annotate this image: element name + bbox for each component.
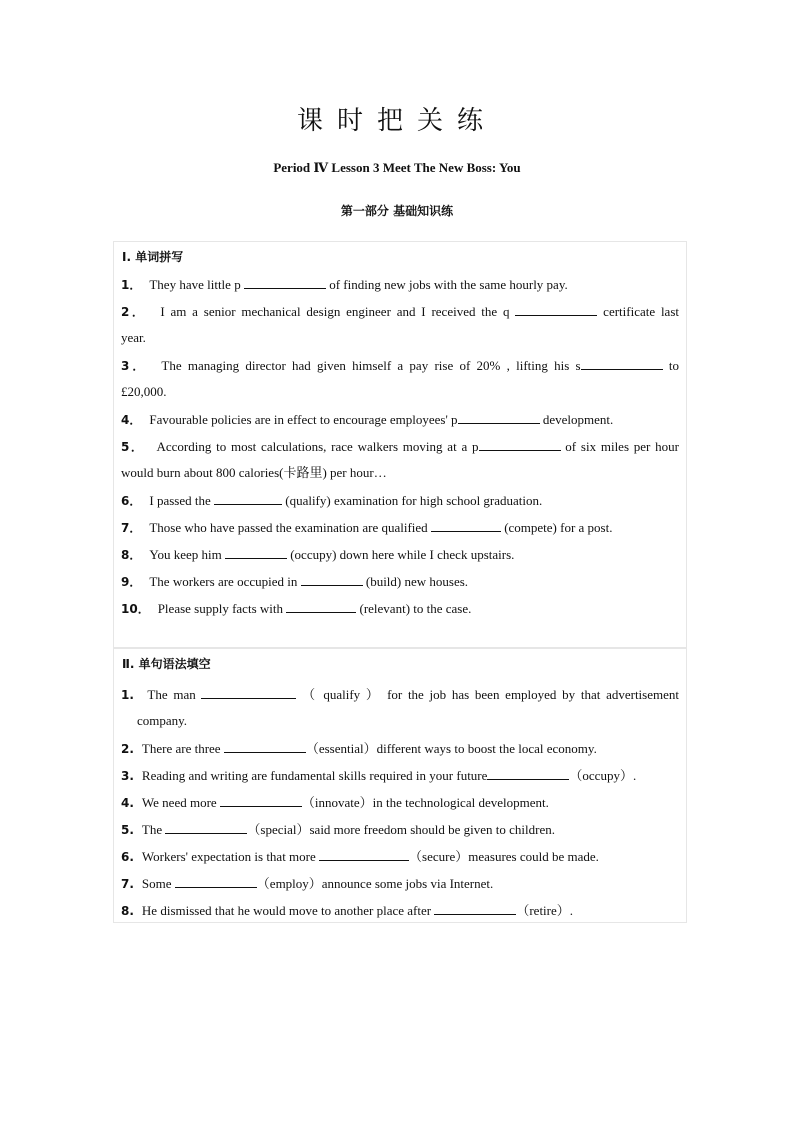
- exercise-item: [121, 874, 679, 892]
- exercise-item: [121, 739, 679, 757]
- answer-blank[interactable]: [224, 739, 306, 753]
- item-text-before: There are three: [141, 741, 221, 756]
- section-word-spelling: [113, 241, 687, 648]
- item-text-before: He dismissed that he would move to another place after: [141, 903, 432, 918]
- item-text-after: certificate last: [603, 304, 680, 319]
- answer-blank[interactable]: [515, 302, 597, 316]
- exercise-item: [121, 793, 679, 811]
- item-number: 6.: [121, 850, 134, 864]
- item-text-after: （secure）measures could be made.: [409, 849, 599, 864]
- answer-blank[interactable]: [434, 901, 516, 915]
- item-continuation: £20,000.: [121, 384, 167, 399]
- item-text-after: development.: [542, 412, 614, 427]
- answer-blank[interactable]: [458, 410, 540, 424]
- item-number: 8.: [121, 904, 134, 918]
- item-number: 2.: [121, 742, 134, 756]
- exercise-item: [121, 820, 679, 838]
- answer-blank[interactable]: [319, 847, 409, 861]
- item-text-before: Reading and writing are fundamental skills required in your future: [141, 768, 488, 783]
- answer-blank[interactable]: [244, 275, 326, 289]
- item-text-after: (qualify) examination for high school graduation.: [285, 493, 543, 508]
- item-text-before: Please supply facts with: [157, 601, 283, 616]
- exercise-item: [121, 847, 679, 865]
- item-text-after: （innovate）in the technological development.: [301, 795, 549, 810]
- item-text-after: （special）said more freedom should be given to children.: [247, 822, 555, 837]
- answer-blank[interactable]: [165, 820, 247, 834]
- answer-blank[interactable]: [201, 685, 296, 699]
- item-text-after: (compete) for a post.: [504, 520, 613, 535]
- item-text-before: The man: [147, 687, 196, 702]
- item-number: 7．: [121, 521, 142, 535]
- item-text-after: （retire）.: [516, 903, 574, 918]
- item-text-before: The managing director had given himself a pay rise of 20% , lifting his s: [161, 358, 581, 373]
- item-number: 10．: [121, 602, 150, 616]
- item-text-after: （occupy）.: [569, 768, 637, 783]
- exercise-item: [121, 518, 679, 536]
- section-heading: Ⅰ. 单词拼写: [122, 250, 184, 264]
- item-text-before: Some: [141, 876, 172, 891]
- item-text-after: of six miles per hour: [565, 439, 679, 454]
- exercise-item: [121, 599, 679, 617]
- item-text-before: I passed the: [149, 493, 211, 508]
- item-text-after: of finding new jobs with the same hourly pay.: [329, 277, 568, 292]
- exercise-item: [121, 491, 679, 509]
- item-number: 3．: [121, 359, 148, 373]
- item-number: 8．: [121, 548, 142, 562]
- item-text-before: Workers' expectation is that more: [141, 849, 316, 864]
- exercise-item: [121, 545, 679, 563]
- exercise-item: [121, 901, 679, 919]
- item-text-after: (relevant) to the case.: [359, 601, 472, 616]
- item-continuation: would burn about 800 calories(卡路里) per hour…: [121, 465, 387, 480]
- item-continuation: year.: [121, 330, 146, 345]
- answer-blank[interactable]: [175, 874, 257, 888]
- answer-blank[interactable]: [286, 599, 356, 613]
- exercise-item: [121, 766, 679, 784]
- answer-blank[interactable]: [301, 572, 363, 586]
- answer-blank[interactable]: [225, 545, 287, 559]
- item-text-before: Favourable policies are in effect to encourage employees' p: [149, 412, 458, 427]
- item-text-before: I am a senior mechanical design engineer and I received the q: [160, 304, 510, 319]
- lesson-subtitle: Period Ⅳ Lesson 3 Meet The New Boss: You: [273, 160, 521, 175]
- item-text-after: (build) new houses.: [365, 574, 469, 589]
- answer-blank[interactable]: [487, 766, 569, 780]
- item-number: 7.: [121, 877, 134, 891]
- answer-blank[interactable]: [214, 491, 282, 505]
- item-number: 5.: [121, 823, 134, 837]
- section-heading: Ⅱ. 单句语法填空: [122, 657, 211, 671]
- item-text-before: They have little p: [149, 277, 241, 292]
- item-text-before: The workers are occupied in: [149, 574, 298, 589]
- page-title: 课时把关练: [296, 106, 497, 136]
- item-text-before: We need more: [141, 795, 217, 810]
- item-number: 4．: [121, 413, 142, 427]
- item-number: 1．: [121, 278, 142, 292]
- answer-blank[interactable]: [431, 518, 501, 532]
- exercise-item: [121, 685, 679, 703]
- item-number: 5．: [121, 440, 145, 454]
- item-text-before: According to most calculations, race walkers moving at a p: [156, 439, 479, 454]
- item-text-before: Those who have passed the examination are qualified: [149, 520, 428, 535]
- item-text-after: （essential）different ways to boost the local economy.: [305, 741, 597, 756]
- item-number: 1.: [121, 688, 134, 702]
- item-number: 6．: [121, 494, 142, 508]
- item-text-after: (occupy) down here while I check upstairs.: [290, 547, 515, 562]
- exercise-item: [121, 572, 679, 590]
- item-number: 4.: [121, 796, 134, 810]
- answer-blank[interactable]: [479, 437, 561, 451]
- item-number: 2．: [121, 305, 147, 319]
- answer-blank[interactable]: [581, 356, 663, 370]
- item-number: 3.: [121, 769, 134, 783]
- exercise-item: [121, 437, 679, 455]
- exercise-item: [121, 302, 679, 320]
- part-heading: 第一部分 基础知识练: [340, 204, 454, 218]
- section-grammar-fill: [113, 648, 687, 923]
- answer-blank[interactable]: [220, 793, 302, 807]
- item-continuation: company.: [137, 713, 188, 728]
- item-text-after: to: [668, 358, 679, 373]
- item-text-after: （employ）announce some jobs via Internet.: [256, 876, 494, 891]
- exercise-item: [121, 356, 679, 374]
- exercise-item: [121, 275, 679, 293]
- item-text-after: （ qualify ） for the job has been employed by that advertisement: [302, 687, 679, 702]
- exercise-item: [121, 410, 679, 428]
- item-text-before: The: [141, 822, 163, 837]
- item-number: 9．: [121, 575, 142, 589]
- item-text-before: You keep him: [149, 547, 222, 562]
